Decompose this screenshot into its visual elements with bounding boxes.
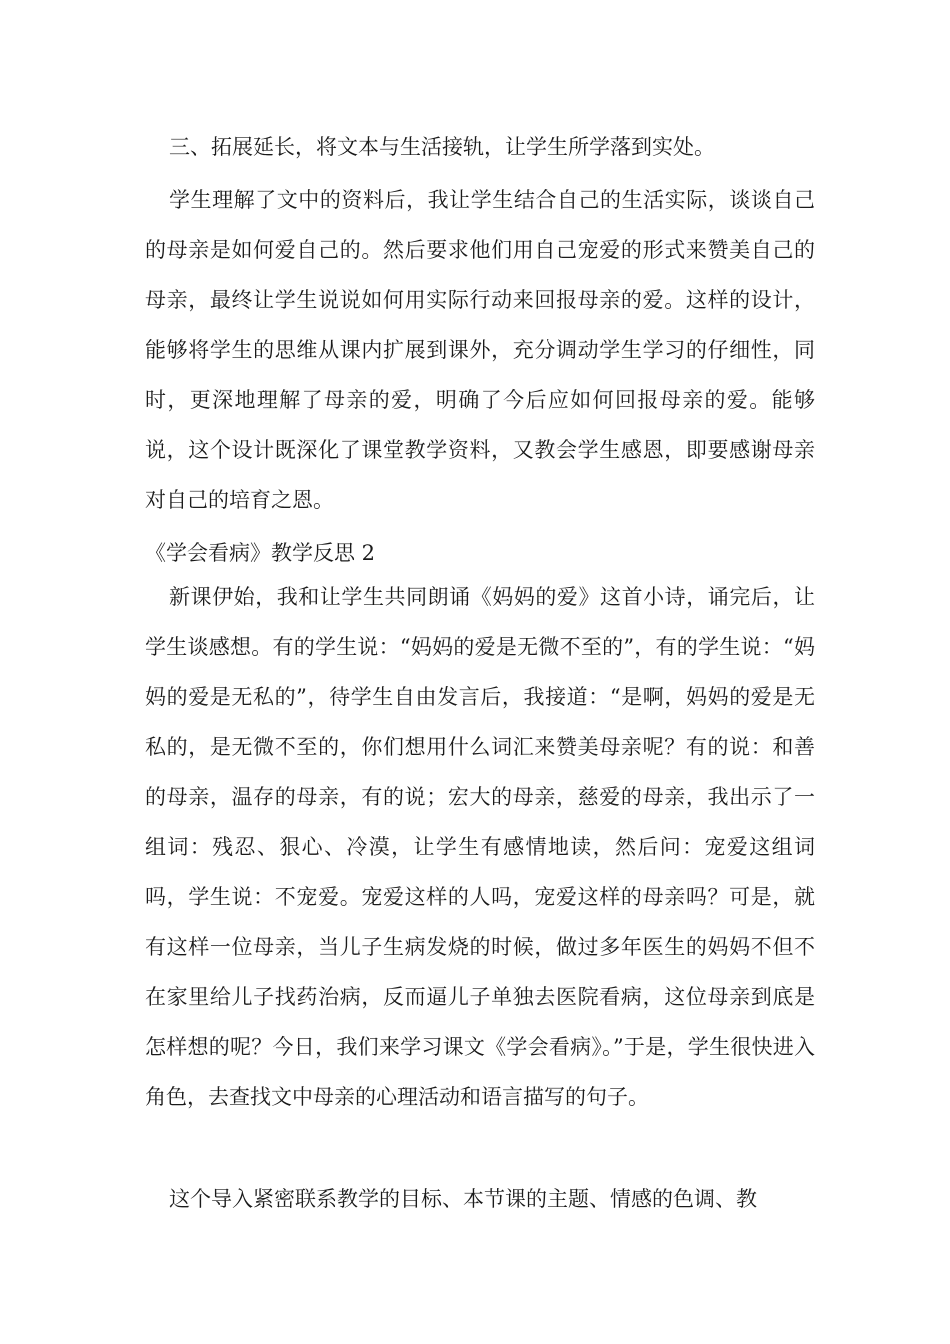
article-two-paragraph-2: 这个导入紧密联系教学的目标、本节课的主题、情感的色调、教 — [169, 1187, 757, 1211]
article-two-body-block — [145, 572, 815, 1122]
article-two-body-block-2 — [145, 1174, 815, 1224]
article-two-title: 《学会看病》教学反思 2 — [145, 541, 376, 565]
section-three-paragraph: 学生理解了文中的资料后，我让学生结合自己的生活实际，谈谈自己的母亲是如何爱自己的。然后要求他们用自己宠爱的形式来赞美自己的母亲，最终让学生说说如何用实际行动来回报母亲的爱。这样的设计，能够将学生的思维从课内扩展到课外，充分调动学生学习的仔细性，同时，更深地理解了母亲的爱，明确了今后应如何回报母亲的爱。能够说，这个设计既深化了课堂教学资料，又教会学生感恩，即要感谢母亲对自己的培育之恩。 — [145, 188, 815, 512]
article-two-paragraph-1: 新课伊始，我和让学生共同朗诵《妈妈的爱》这首小诗，诵完后，让学生谈感想。有的学生说：“妈妈的爱是无微不至的”，有的学生说：“妈妈的爱是无私的”，待学生自由发言后，我接道：“是啊，妈妈的爱是无私的，是无微不至的，你们想用什么词汇来赞美母亲呢？有的说：和善的母亲，温存的母亲，有的说；宏大的母亲，慈爱的母亲，我出示了一组词：残忍、狠心、冷漠，让学生有感情地读，然后问：宠爱这组词吗，学生说：不宠爱。宠爱这样的人吗，宠爱这样的母亲吗？可是，就有这样一位母亲，当儿子生病发烧的时候，做过多年医生的妈妈不但不在家里给儿子找药治病，反而逼儿子单独去医院看病，这位母亲到底是怎样想的呢？今日，我们来学习课文《学会看病》。”于是，学生很快进入角色，去查找文中母亲的心理活动和语言描写的句子。 — [145, 585, 815, 1109]
article-two-title-block — [145, 531, 815, 575]
section-three-body-block — [145, 175, 815, 525]
section-three-heading-block — [145, 125, 815, 169]
section-three-heading: 三、拓展延长，将文本与生活接轨，让学生所学落到实处。 — [169, 135, 715, 159]
